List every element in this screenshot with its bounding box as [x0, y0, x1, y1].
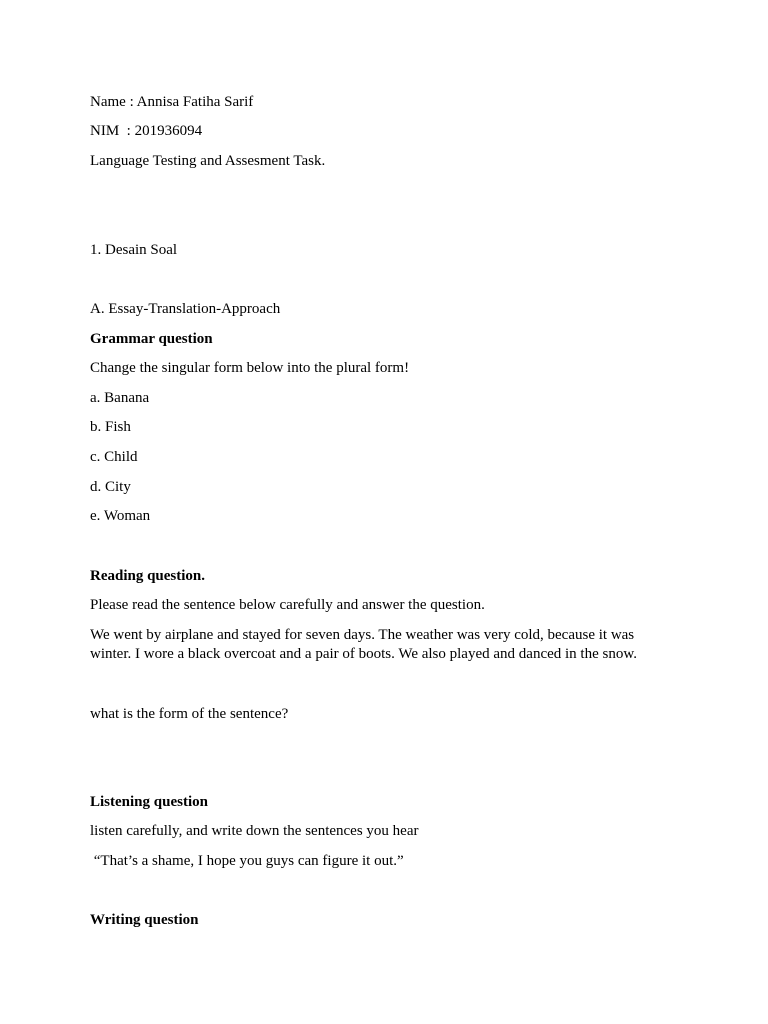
- grammar-item: e. Woman: [90, 508, 151, 524]
- reading-passage-line: winter. I wore a black overcoat and a pair of boots. We also played and danced in the snow.: [90, 646, 637, 662]
- reading-passage-line: We went by airplane and stayed for seven days. The weather was very cold, because it was: [90, 627, 635, 643]
- student-name: Name : Annisa Fatiha Sarif: [90, 94, 254, 110]
- writing-question-title: Writing question: [90, 912, 199, 928]
- grammar-item: d. City: [90, 479, 131, 495]
- student-nim: NIM : 201936094: [90, 123, 203, 139]
- listening-instruction: listen carefully, and write down the sentences you hear: [90, 823, 419, 839]
- grammar-item: a. Banana: [90, 390, 150, 406]
- reading-instruction: Please read the sentence below carefully and answer the question.: [90, 597, 485, 613]
- task-title: Language Testing and Assesment Task.: [90, 153, 326, 169]
- grammar-item: c. Child: [90, 449, 138, 465]
- listening-quote: “That’s a shame, I hope you guys can figure it out.”: [90, 853, 404, 869]
- grammar-instruction: Change the singular form below into the plural form!: [90, 360, 410, 376]
- listening-question-title: Listening question: [90, 794, 208, 810]
- reading-question: what is the form of the sentence?: [90, 706, 289, 722]
- grammar-question-title: Grammar question: [90, 331, 213, 347]
- section-heading: 1. Desain Soal: [90, 242, 178, 258]
- grammar-item: b. Fish: [90, 419, 131, 435]
- reading-question-title: Reading question.: [90, 568, 206, 584]
- approach-subheading: A. Essay-Translation-Approach: [90, 301, 281, 317]
